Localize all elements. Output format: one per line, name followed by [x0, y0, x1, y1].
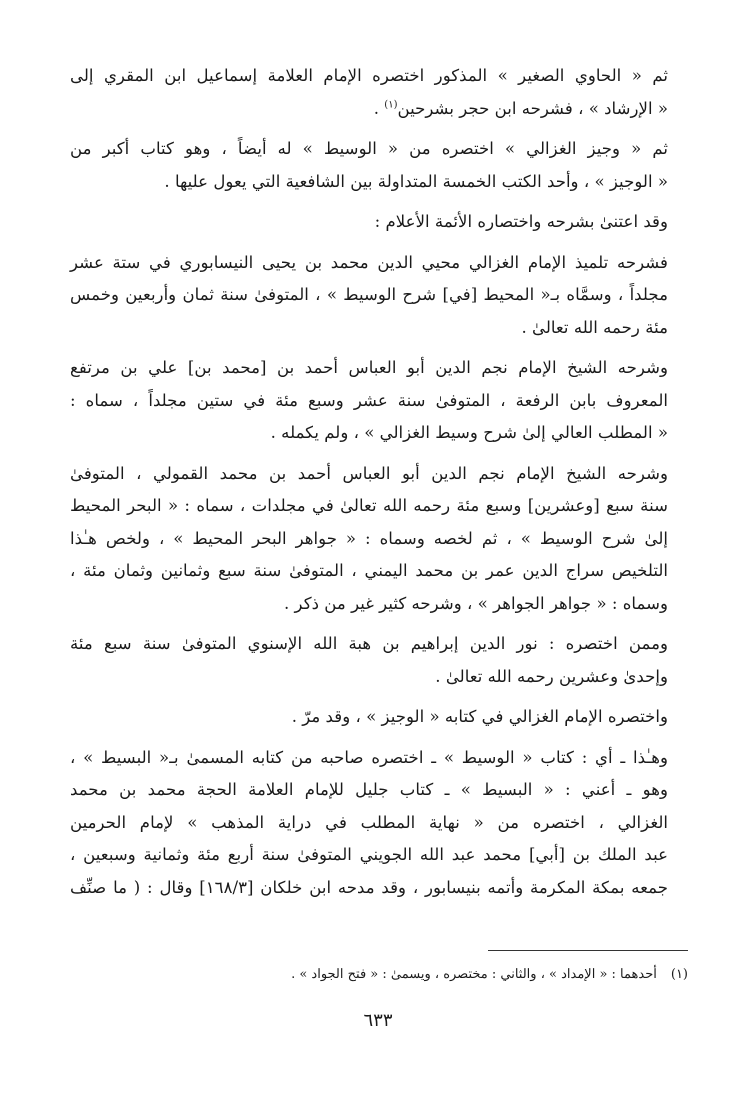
- text-line: « المطلب العالي إلىٰ شرح وسيط الغزالي » ، ولم يكمله .: [270, 423, 668, 442]
- text-line: واختصره الإمام الغزالي في كتابه « الوجيز » ، وقد مرّ .: [291, 707, 668, 726]
- text-line: جمعه بمكة المكرمة وأتمه بنيسابور ، وقد مدحه ابن خلكان [١٦٨/٣] وقال : ( ما صنِّف: [70, 877, 668, 897]
- text-line: مجلداً ، وسمَّاه بـ« المحيط [في] شرح الوسيط » ، المتوفىٰ سنة ثمان وأربعين وخمس: [70, 285, 668, 304]
- text-line: ثم « وجيز الغزالي » اختصره من « الوسيط » له أيضاً ، وهو كتاب أكبر من: [70, 139, 668, 158]
- footnote-reference: (١): [384, 98, 398, 110]
- text-line: عبد الملك بن [أبي] محمد عبد الله الجويني المتوفىٰ سنة أربع مئة وثمانية وسبعين ،: [70, 845, 668, 864]
- text-line: الغزالي ، اختصره من « نهاية المطلب في دراية المذهب » لإمام الحرمين: [70, 812, 668, 832]
- text-segment: « الإرشاد » ، فشرحه ابن حجر بشرحين: [397, 98, 668, 118]
- text-line: سنة سبع [وعشرين] وسبع مئة رحمه الله تعالىٰ في مجلدات ، سماه : « البحر المحيط: [70, 496, 668, 515]
- text-line: وقد اعتنىٰ بشرحه واختصاره الأئمة الأعلام :: [374, 212, 668, 231]
- text-line: مئة رحمه الله تعالىٰ .: [521, 317, 668, 337]
- paragraph-1: [70, 60, 688, 125]
- text-line: المعروف بابن الرفعة ، المتوفىٰ سنة عشر وسبع مئة في ستين مجلداً ، سماه :: [70, 390, 668, 410]
- paragraph-5: [70, 352, 688, 450]
- paragraph-7: [70, 628, 688, 693]
- footnote-separator: [488, 950, 688, 951]
- footnote-text: أحدهما : « الإمداد » ، والثاني : مختصره ، ويسمىٰ : « فتح الجواد » .: [291, 967, 657, 982]
- text-line: وشرحه الشيخ الإمام نجم الدين أبو العباس أحمد بن محمد القمولي ، المتوفىٰ: [70, 463, 668, 483]
- paragraph-6: [70, 458, 688, 621]
- footnote: [68, 964, 688, 986]
- text-line: التلخيص سراج الدين عمر بن محمد اليمني ، المتوفىٰ سنة سبع وثمانين وثمان مئة ،: [70, 561, 668, 580]
- text-line: وهـٰذا ـ أي : كتاب « الوسيط » ـ اختصره صاحبه من كتابه المسمىٰ بـ« البسيط » ،: [70, 747, 668, 767]
- text-line: وهو ـ أعني : « البسيط » ـ كتاب جليل للإمام العلامة الحجة محمد بن محمد: [70, 780, 668, 799]
- paragraph-2: [70, 133, 688, 198]
- text-line: [70, 93, 668, 126]
- paragraph-4: [70, 247, 688, 345]
- text-line: وإحدىٰ وعشرين رحمه الله تعالىٰ .: [435, 666, 668, 686]
- text-line: وسماه : « جواهر الجواهر » ، وشرحه كثير غير من ذكر .: [284, 593, 668, 613]
- page-number: ٦٣٣: [363, 1010, 393, 1031]
- paragraph-3: [70, 206, 688, 239]
- text-line: « الوجيز » ، وأحد الكتب الخمسة المتداولة بين الشافعية التي يعول عليها .: [164, 171, 668, 191]
- text-line: ثم « الحاوي الصغير » المذكور اختصره الإمام العلامة إسماعيل ابن المقري إلى: [70, 66, 668, 85]
- paragraph-9: [70, 742, 688, 905]
- text-line: إلىٰ شرح الوسيط » ، ثم لخصه وسماه : « جواهر البحر المحيط » ، ولخص هـٰذا: [70, 528, 668, 548]
- text-line: وممن اختصره : نور الدين إبراهيم بن هبة الله الإسنوي المتوفىٰ سنة سبع مئة: [70, 634, 668, 653]
- text-segment: .: [373, 98, 385, 118]
- text-line: فشرحه تلميذ الإمام الغزالي محيي الدين محمد بن يحيى النيسابوري في ستة عشر: [70, 252, 668, 272]
- text-line: وشرحه الشيخ الإمام نجم الدين أبو العباس أحمد بن [محمد بن] علي بن مرتفع: [70, 358, 668, 377]
- paragraph-8: [70, 701, 688, 734]
- footnote-number: (١): [670, 967, 688, 982]
